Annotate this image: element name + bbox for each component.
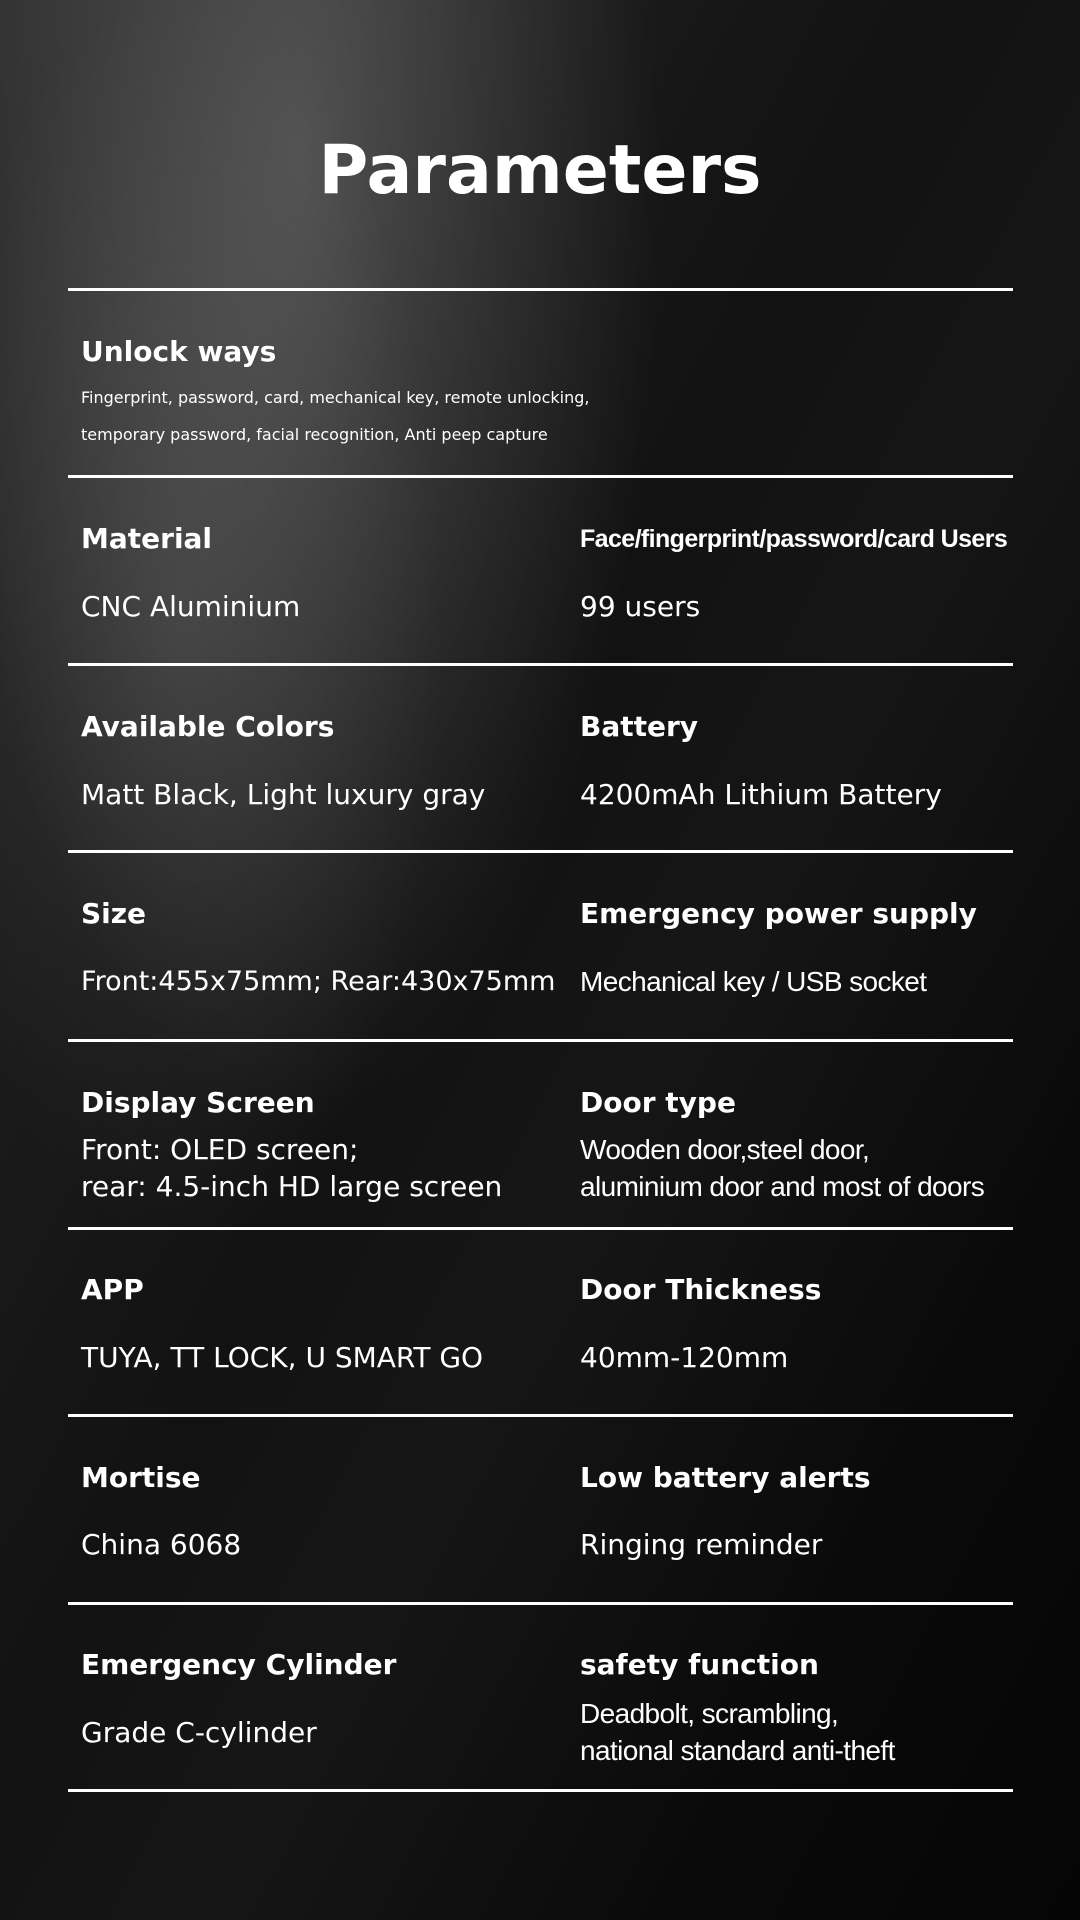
unlock-ways-line1: Fingerprint, password, card, mechanical key, remote unlocking,: [81, 388, 590, 407]
divider: [68, 1414, 1013, 1417]
safety-function-label: safety function: [580, 1648, 819, 1681]
users-value: 99 users: [580, 590, 701, 623]
divider: [68, 1789, 1013, 1792]
door-thickness-value: 40mm-120mm: [580, 1341, 789, 1374]
safety-function-value-line1: Deadbolt, scrambling,: [580, 1698, 839, 1729]
mortise-label: Mortise: [81, 1461, 201, 1494]
display-screen-value-line1: Front: OLED screen;: [81, 1133, 359, 1166]
unlock-ways-line2: temporary password, facial recognition, Anti peep capture: [81, 425, 548, 444]
door-thickness-label: Door Thickness: [580, 1273, 822, 1306]
app-value: TUYA, TT LOCK, U SMART GO: [81, 1341, 484, 1374]
divider: [68, 1602, 1013, 1605]
low-battery-label: Low battery alerts: [580, 1461, 871, 1494]
emergency-cylinder-label: Emergency Cylinder: [81, 1648, 397, 1681]
users-label: Face/fingerprint/password/card Users: [580, 525, 1008, 553]
safety-function-value-line2: national standard anti-theft: [580, 1735, 895, 1766]
size-label: Size: [81, 897, 147, 930]
divider: [68, 1227, 1013, 1230]
emergency-power-label: Emergency power supply: [580, 897, 977, 930]
colors-label: Available Colors: [81, 710, 335, 743]
divider: [68, 1039, 1013, 1042]
battery-value: 4200mAh Lithium Battery: [580, 778, 942, 811]
door-type-label: Door type: [580, 1086, 736, 1119]
size-value: Front:455x75mm; Rear:430x75mm: [81, 966, 556, 997]
mortise-value: China 6068: [81, 1528, 242, 1561]
divider: [68, 663, 1013, 666]
display-screen-label: Display Screen: [81, 1086, 315, 1119]
display-screen-value-line2: rear: 4.5-inch HD large screen: [81, 1170, 503, 1203]
battery-label: Battery: [580, 710, 699, 743]
emergency-power-value: Mechanical key / USB socket: [580, 966, 927, 997]
app-label: APP: [81, 1273, 144, 1306]
material-label: Material: [81, 522, 213, 555]
door-type-value-line1: Wooden door,steel door,: [580, 1134, 870, 1165]
page-title: Parameters: [318, 131, 762, 210]
divider: [68, 475, 1013, 478]
emergency-cylinder-value: Grade C-cylinder: [81, 1716, 317, 1749]
divider: [68, 850, 1013, 853]
low-battery-value: Ringing reminder: [580, 1528, 823, 1561]
colors-value: Matt Black, Light luxury gray: [81, 778, 486, 811]
door-type-value-line2: aluminium door and most of doors: [580, 1171, 985, 1202]
unlock-ways-label: Unlock ways: [81, 335, 277, 368]
divider: [68, 288, 1013, 291]
material-value: CNC Aluminium: [81, 590, 301, 623]
